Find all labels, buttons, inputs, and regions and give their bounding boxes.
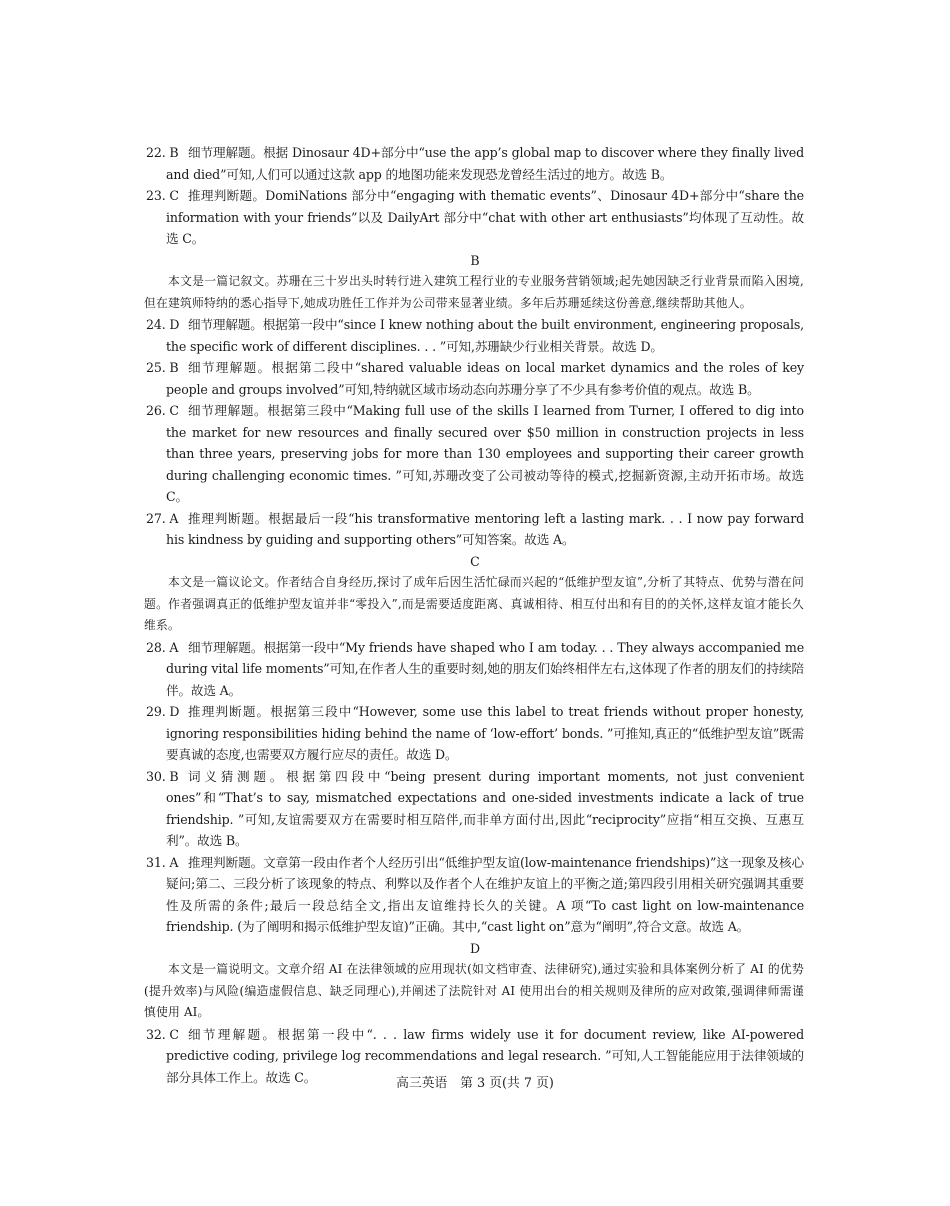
answer-item [146,314,804,357]
answer-item [146,357,804,400]
answer-number: 25. B [146,360,179,375]
answer-item [146,400,804,508]
answer-explanation: 细节理解题。根据第一段中“My friends have shaped who I am today. . . They always accompanied me during vital life moments”可知,在作者人生的重要时刻,她的朋友们始终相伴左右,这体现了作者的朋友们的持续陪伴。故选 A。 [166,639,804,698]
answer-explanation: 推理判断题。根据第三段中“However, some use this label to treat friends without proper honesty, ignoring responsibilities hiding behind the name of ‘low-effort’ bonds. ”可推知,真正的“低维护型友谊”既需要真诚的态度,也需要双方履行应尽的责任。故选 D。 [166,704,804,762]
answer-explanation: 推理判断题。DomiNations 部分中“engaging with thematic events”、Dinosaur 4D+部分中“share the information with your friends”以及 DailyArt 部分中“chat with other art enthusiasts”均体现了互动性。故选 C。 [166,188,804,246]
answer-number: 27. A [146,510,179,526]
answer-item [146,766,804,852]
answer-number: 28. A [146,639,179,655]
answer-explanation: 细节理解题。根据第二段中“shared valuable ideas on local market dynamics and the roles of key people and groups involved”可知,特纳就区域市场动态向苏珊分享了不少具有参考价值的观点。故选 B。 [166,360,804,397]
passage-summary: 本文是一篇说明文。文章介绍 AI 在法律领域的应用现状(如文档审查、法律研究),通过实验和具体案例分析了 AI 的优势(提升效率)与风险(编造虚假信息、缺乏同理心),并阐述了法院针对 AI 使用出台的相关规则及律所的应对政策,强调律师需谨慎使用 AI。 [144,962,804,1019]
answer-number: 22. B [146,145,179,160]
section-heading: B [470,252,480,268]
answer-explanation: 推理判断题。根据最后一段“his transformative mentoring left a lasting mark. . . I now pay forward his kindness by guiding and supporting others”可知答案。故选 A。 [166,510,804,547]
answer-number: 31. A [146,854,179,870]
answer-explanation: 词义猜测题。根据第四段中“being present during important moments, not just convenient ones”和“That’s to say, mismatched expectations and one-sided investments indicate a lack of true friendship. ”可知,友谊需要双方在需要时相互陪伴,而非单方面付出,因此“reciprocity”应指“相互交换、互惠互利”。故选 B。 [166,768,804,848]
answer-explanation: 推理判断题。文章第一段由作者个人经历引出“低维护型友谊(low-maintenance friendships)”这一现象及核心疑问;第二、三段分析了该现象的特点、利弊以及作者个人在维护友谊上的平衡之道;第四段引用相关研究强调其重要性及所需的条件;最后一段总结全文,指出友谊维持长久的关键。A 项“To cast light on low-maintenance friendship. (为了阐明和揭示低维护型友谊)”正确。其中,“cast light on”意为“阐明”,符合文意。故选 A。 [166,854,804,934]
answer-explanation: 细节理解题。根据第三段中“Making full use of the skills I learned from Turner, I offered to dig into the market for new resources and finally secured over $50 million in construction projects in less than three years, preserving jobs for more than 130 employees and supporting their career growth during challenging economic times. ”可知,苏珊改变了公司被动等待的模式,挖掘新资源,主动开拓市场。故选 C。 [166,403,804,504]
answer-item [146,142,804,185]
page-footer: 高三英语 第 3 页(共 7 页) [396,1076,554,1091]
answer-number: 30. B [146,768,179,784]
passage-summary: 本文是一篇议论文。作者结合自身经历,探讨了成年后因生活忙碌而兴起的“低维护型友谊”,分析了其特点、优势与潜在问题。作者强调真正的低维护型友谊并非“零投入”,而是需要适度距离、真诚相待、相互付出和有目的的关怀,这样友谊才能长久维系。 [144,575,804,632]
answer-number: 26. C [146,403,179,418]
answer-number: 32. C [146,1026,179,1042]
answer-item [146,852,804,938]
answer-number: 29. D [146,704,180,719]
answer-explanation: 细节理解题。根据 Dinosaur 4D+部分中“use the app’s global map to discover where they finally lived and died”可知,人们可以通过这款 app 的地图功能来发现恐龙曾经生活过的地方。故选 B。 [166,145,804,182]
answer-item [146,508,804,551]
answer-item [146,701,804,766]
answer-explanation: 细节理解题。根据第一段中“since I knew nothing about the built environment, engineering proposals, the specific work of different disciplines. . . ”可知,苏珊缺少行业相关背景。故选 D。 [166,317,804,354]
answer-item [146,185,804,250]
passage-summary: 本文是一篇记叙文。苏珊在三十岁出头时转行进入建筑工程行业的专业服务营销领域;起先她因缺乏行业背景而陷入困境,但在建筑师特纳的悉心指导下,她成功胜任工作并为公司带来显著业绩。多年后苏珊延续这份善意,继续帮助其他人。 [144,274,804,310]
answer-number: 24. D [146,317,180,332]
answer-number: 23. C [146,188,179,203]
answer-item [146,637,804,702]
section-heading: D [469,940,481,956]
answer-document [146,142,804,1088]
section-heading: C [470,553,480,569]
answer-explanation: 细节理解题。根据第一段中“. . . law firms widely use it for document review, like AI-powered predictive coding, privilege log recommendations and legal research. ”可知,人工智能能应用于法律领域的部分具体工作上。故选 C。 [166,1026,804,1085]
